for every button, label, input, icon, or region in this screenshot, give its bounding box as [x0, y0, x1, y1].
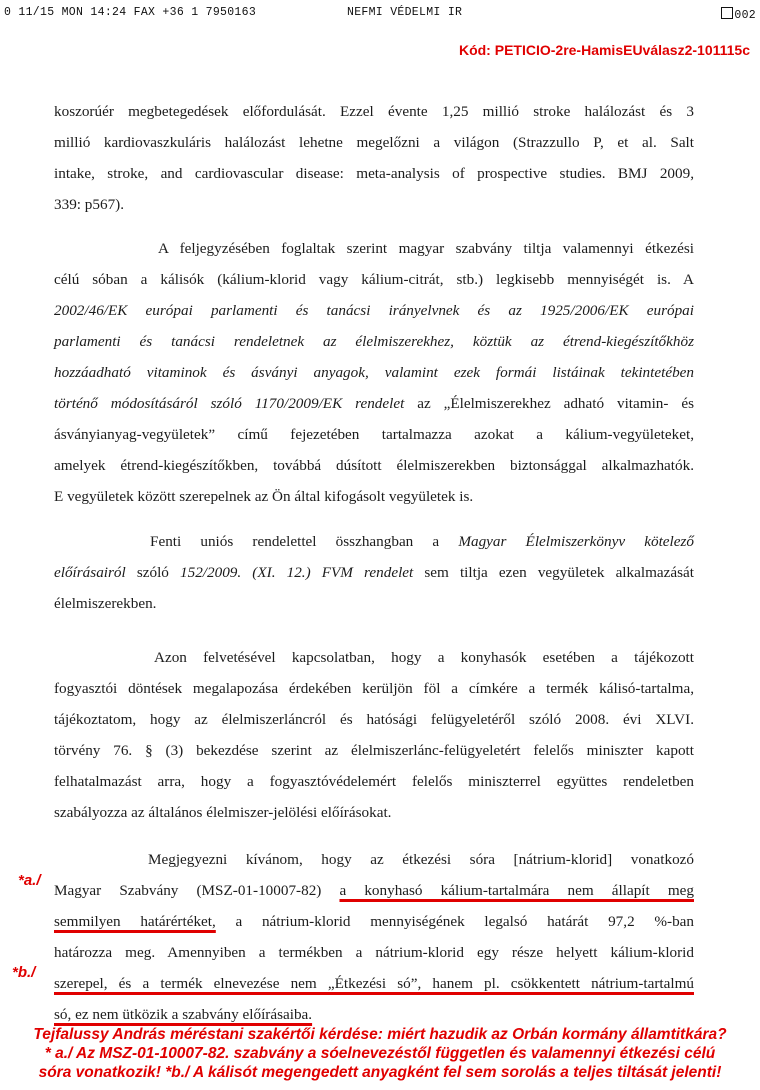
- text-run: szóló: [125, 564, 181, 581]
- annotation-marker-b: *b./: [12, 964, 36, 981]
- text-line: 2002/46/EK európai parlamenti és tanácsi irányelvnek és az 1925/2006/EK európai: [54, 302, 694, 319]
- text-run-italic: Magyar Élelmiszerkönyv kötelező: [458, 533, 694, 550]
- text-line: élelmiszerekben.: [54, 595, 157, 612]
- highlighted-text: szerepel, és a termék elnevezése nem „Étkezési só”, hanem pl. csökkentett nátrium-tartalmú: [54, 975, 694, 992]
- footer-line: sóra vonatkozik! *b./ A kálisót megengedett anyagként fel sem sorolás a teljes tiltását jelenti!: [38, 1064, 722, 1081]
- text-line: millió kardiovaszkuláris halálozást lehetne megelőzni a világon (Strazzullo P, et al. Salt: [54, 134, 694, 151]
- paragraph-5: [54, 844, 694, 1030]
- text-line: tájékoztatom, hogy az élelmiszerláncról és hatósági felügyeletéről szóló 2008. évi XLVI.: [54, 711, 694, 728]
- text-line: 339: p567).: [54, 196, 125, 213]
- text-run: Magyar Szabvány (MSZ-01-10007-82): [54, 882, 340, 899]
- text-run: Fenti uniós rendelettel összhangban a: [150, 533, 459, 550]
- document-code-label: Kód: PETICIO-2re-HamisEUválasz2-101115c: [458, 42, 750, 58]
- text-run-italic: előírásairól: [54, 564, 126, 581]
- text-line: koszorúér megbetegedések előfordulását. Ezzel évente 1,25 millió stroke halálozást és 3: [54, 103, 694, 120]
- fax-header-sender: 0 11/15 MON 14:24 FAX +36 1 7950163: [4, 6, 257, 19]
- footer-annotation: [0, 1025, 760, 1082]
- text-line: felhatalmazást arra, hogy a fogyasztóvédelemért felelős miniszterrel együttes rendeletben: [54, 773, 694, 790]
- fax-header: [4, 6, 756, 24]
- text-line: A feljegyzésében foglaltak szerint magyar szabvány tiltja valamennyi étkezési: [158, 240, 694, 257]
- text-line: ásványianyag-vegyületek” című fejezetében tartalmazza azokat a kálium-vegyületeket,: [54, 426, 694, 443]
- text-line: szabályozza az általános élelmiszer-jelölési előírásokat.: [54, 804, 392, 821]
- text-line: [54, 388, 694, 419]
- text-line: parlamenti és tanácsi rendeletnek az élelmiszerekhez, köztük az étrend-kiegészítőkhöz: [54, 333, 694, 350]
- footer-line: * a./ Az MSZ-01-10007-82. szabvány a sóelnevezéstől független és valamennyi étkezési célú: [44, 1045, 716, 1062]
- text-line: [54, 968, 694, 999]
- fax-header-recipient: NEFMI VÉDELMI IR: [347, 6, 463, 19]
- text-line: amelyek étrend-kiegészítőkben, továbbá dúsított élelmiszerekben biztonsággal alkalmazhatók.: [54, 457, 694, 474]
- text-line: Azon felvetésével kapcsolatban, hogy a konyhasók esetében a tájékozott: [154, 649, 694, 666]
- fax-page-icon: [721, 7, 733, 19]
- text-line: [54, 906, 694, 937]
- text-line: Megjegyezni kívánom, hogy az étkezési sóra [nátrium-klorid] vonatkozó: [148, 851, 694, 868]
- text-line: törvény 76. § (3) bekezdése szerint az élelmiszerlánc-felügyeletért felelős miniszter kapott: [54, 742, 694, 759]
- fax-header-page: [721, 6, 756, 22]
- text-run-italic: 152/2009. (XI. 12.) FVM rendelet: [180, 564, 414, 581]
- annotation-marker-a: *a./: [18, 872, 41, 889]
- text-line: célú sóban a kálisók (kálium-klorid vagy kálium-citrát, stb.) legkisebb mennyiségét is. A: [54, 271, 694, 288]
- text-run: a nátrium-klorid mennyiségének legalsó határát 97,2 %-ban: [215, 913, 694, 930]
- paragraph-4: [54, 642, 694, 828]
- paragraph-1: [54, 96, 694, 220]
- text-line: [54, 557, 694, 588]
- text-line: E vegyületek között szerepelnek az Ön által kifogásolt vegyületek is.: [54, 488, 474, 505]
- regulation-continuation: az „Élelmiszerekhez adható vitamin- és: [404, 395, 695, 412]
- highlighted-text: só, ez nem ütközik a szabvány előírásaiba.: [54, 1006, 313, 1023]
- paragraph-3: [54, 526, 694, 619]
- highlighted-text: semmilyen határértéket,: [54, 913, 216, 930]
- text-run: sem tiltja ezen vegyületek alkalmazását: [413, 564, 694, 581]
- text-line: fogyasztói döntések megalapozása érdekében kerüljön föl a címkére a termék kálisó-tartalma,: [54, 680, 694, 697]
- text-line: határozza meg. Amennyiben a termékben a nátrium-klorid egy része helyett kálium-klorid: [54, 944, 694, 961]
- text-line: [54, 875, 694, 906]
- fax-page-number: 002: [734, 9, 756, 22]
- footer-line: Tejfalussy András méréstani szakértői kérdése: miért hazudik az Orbán kormány államtitkára?: [33, 1026, 727, 1043]
- text-line: hozzáadható vitaminok és ásványi anyagok, valamint ezek formái listáinak tekintetében: [54, 364, 694, 381]
- text-line: intake, stroke, and cardiovascular disease: meta-analysis of prospective studies. BMJ 2009,: [54, 165, 694, 182]
- highlighted-text: a konyhasó kálium-tartalmára nem állapít meg: [339, 882, 694, 899]
- paragraph-2: [54, 233, 694, 512]
- regulation-title: történő módosításáról szóló 1170/2009/EK rendelet: [54, 395, 405, 412]
- text-line: [54, 526, 694, 557]
